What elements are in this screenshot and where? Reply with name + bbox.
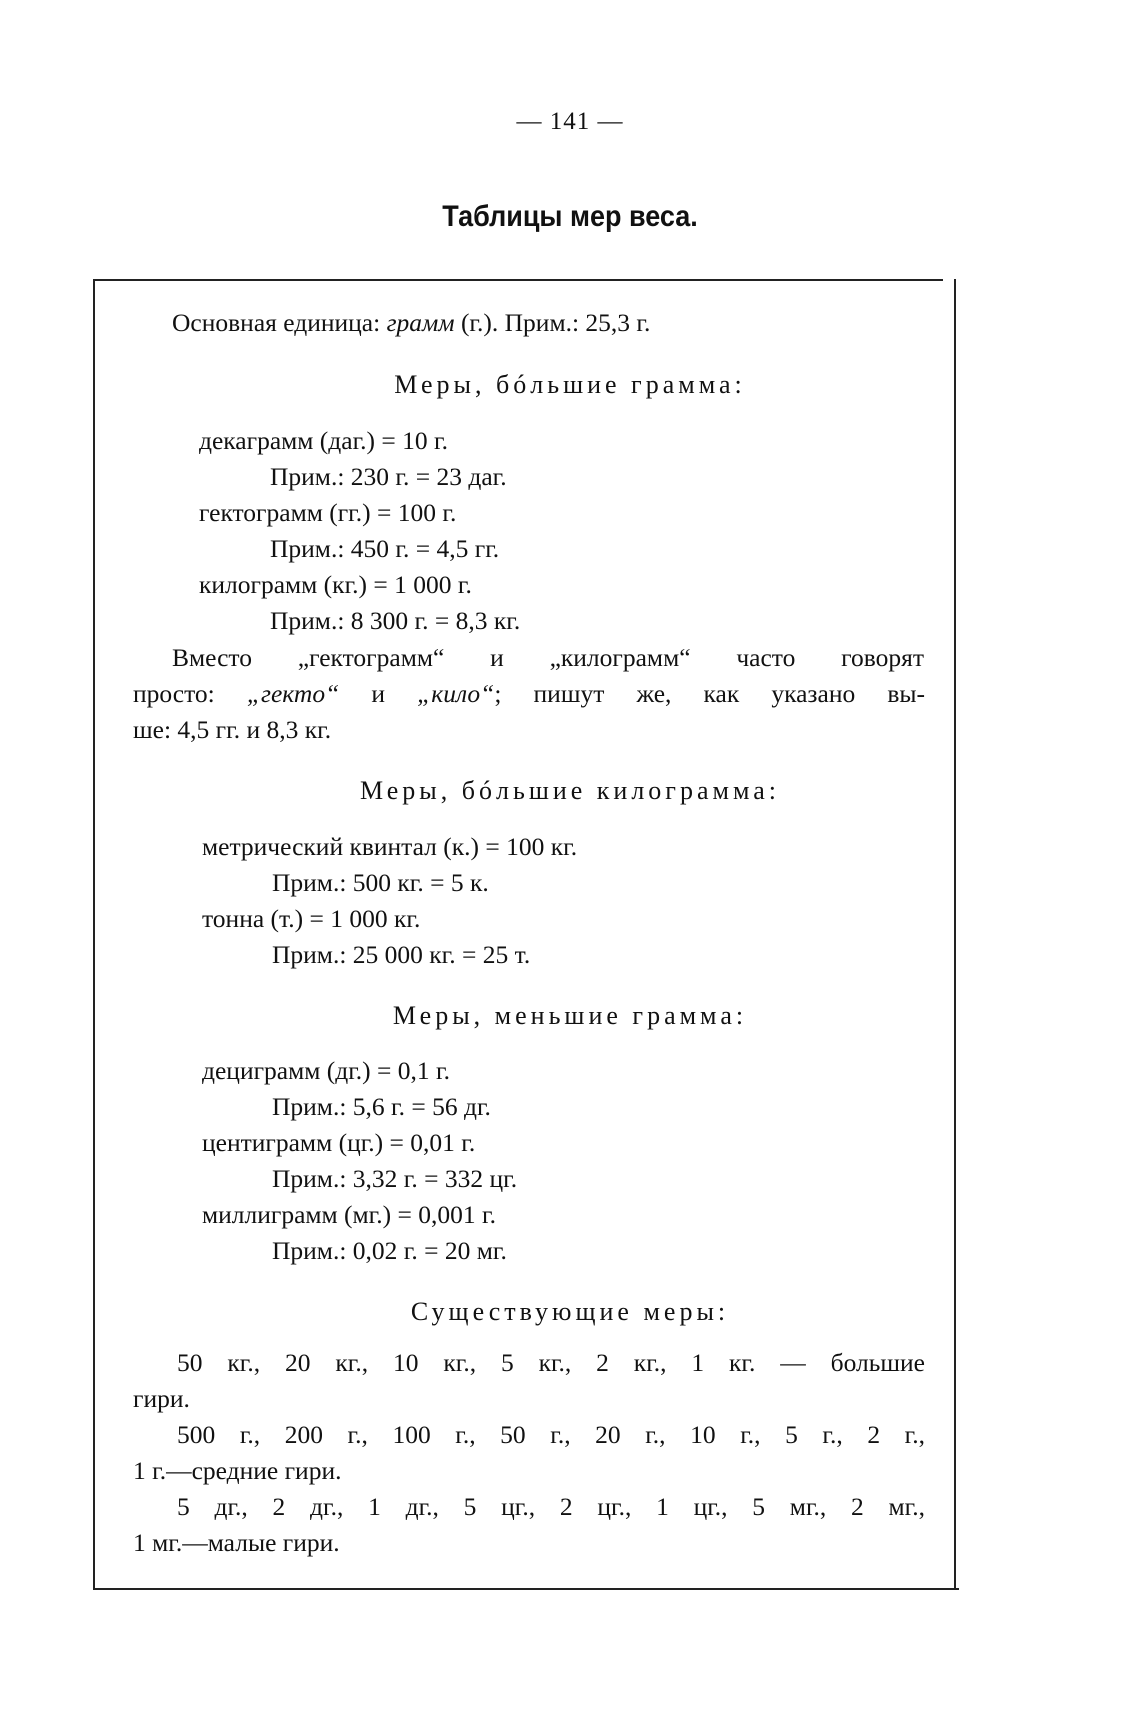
unit-definition: дециграмм (дг.) = 0,1 г. (202, 1056, 451, 1085)
frame-rule-bottom (93, 1588, 959, 1590)
frame-rule-right (954, 279, 956, 1590)
base-unit-name: грамм (386, 308, 455, 337)
note-text: ; пишут же, как указано вы- (494, 679, 925, 708)
page-title: Таблицы мер веса. (442, 200, 698, 233)
unit-example: Прим.: 500 кг. = 5 к. (272, 868, 489, 897)
unit-definition: метрический квинтал (к.) = 100 кг. (202, 832, 578, 861)
note-text: просто: (133, 679, 247, 708)
weights-medium-line: 500 г., 200 г., 100 г., 50 г., 20 г., 10 г., 5 г., 2 г., (177, 1420, 925, 1449)
frame-rule-left (93, 279, 95, 1590)
unit-definition: гектограмм (гг.) = 100 г. (199, 498, 457, 527)
unit-example: Прим.: 230 г. = 23 даг. (270, 462, 507, 491)
note-text: и (339, 679, 418, 708)
unit-example: Прим.: 25 000 кг. = 25 т. (272, 940, 531, 969)
page-number: — 141 — (516, 108, 624, 135)
unit-example: Прим.: 3,32 г. = 332 цг. (272, 1164, 518, 1193)
note-line (133, 681, 925, 707)
table-frame (93, 279, 959, 1590)
weights-large-line: гири. (133, 1384, 190, 1413)
unit-definition: декаграмм (даг.) = 10 г. (199, 426, 448, 455)
heading-existing-weights: Существующие меры: (410, 1297, 730, 1326)
unit-example: Прим.: 450 г. = 4,5 гг. (270, 534, 500, 563)
unit-example: Прим.: 0,02 г. = 20 мг. (272, 1236, 507, 1265)
heading-larger-than-gram: Меры, бóльшие грамма: (394, 370, 746, 399)
unit-definition: килограмм (кг.) = 1 000 г. (199, 570, 472, 599)
unit-example: Прим.: 5,6 г. = 56 дг. (272, 1092, 491, 1121)
heading-smaller-than-gram: Меры, меньшие грамма: (392, 1001, 748, 1030)
weights-small-line: 1 мг.—малые гири. (133, 1528, 340, 1557)
note-line: ше: 4,5 гг. и 8,3 кг. (133, 715, 332, 744)
frame-rule-top (93, 279, 943, 281)
weights-small-line: 5 дг., 2 дг., 1 дг., 5 цг., 2 цг., 1 цг., 5 мг., 2 мг., (177, 1492, 925, 1521)
base-unit-prefix: Основная единица: (172, 308, 387, 337)
heading-larger-than-kilogram: Меры, бóльшие килограмма: (359, 776, 781, 805)
unit-definition: центиграмм (цг.) = 0,01 г. (202, 1128, 476, 1157)
base-unit-line (172, 310, 650, 336)
unit-definition: миллиграмм (мг.) = 0,001 г. (202, 1200, 496, 1229)
note-hecto: „гекто“ (246, 679, 340, 708)
weights-large-line: 50 кг., 20 кг., 10 кг., 5 кг., 2 кг., 1 кг. — большие (177, 1348, 925, 1377)
note-kilo: „кило“ (417, 679, 495, 708)
weights-medium-line: 1 г.—средние гири. (133, 1456, 342, 1485)
note-line: Вместо „гектограмм“ и „килограмм“ часто говорят (172, 643, 924, 672)
unit-definition: тонна (т.) = 1 000 кг. (202, 904, 421, 933)
base-unit-suffix: (г.). Прим.: 25,3 г. (454, 308, 651, 337)
unit-example: Прим.: 8 300 г. = 8,3 кг. (270, 606, 521, 635)
